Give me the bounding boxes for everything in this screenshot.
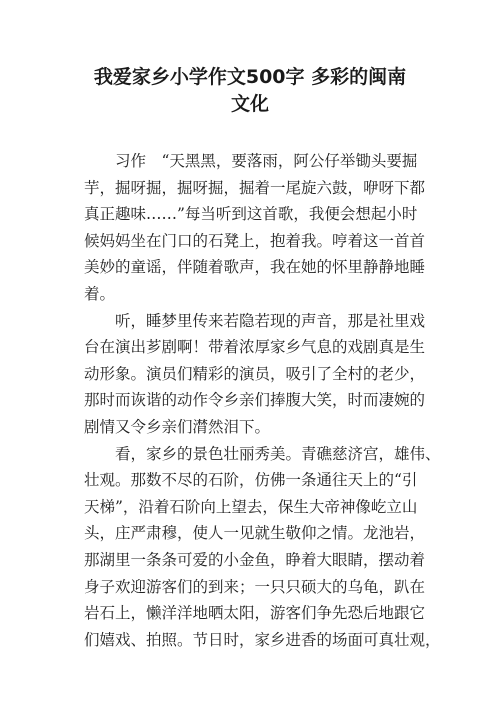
- text-line: 身子欢迎游客们的到来；一只只硕大的乌龟，趴在: [84, 577, 426, 596]
- text-line: 们嬉戏、拍照。节日时，家乡进香的场面可真壮观，: [84, 630, 441, 649]
- text-line: 壮观。那数不尽的石阶，仿佛一条通往天上的“引: [84, 471, 418, 490]
- text-line: 着。: [84, 284, 116, 303]
- text-line: 美妙的童谣，伴随着歌声，我在她的怀里静静地睡: [84, 258, 426, 277]
- text-line: 天梯”，沿着石阶向上望去，保生大帝神像屹立山: [84, 497, 418, 516]
- text-line: 动形象。演员们精彩的演员，吸引了全村的老少，: [84, 364, 426, 383]
- text-line: 习作 “天黑黑，要落雨，阿公仔举锄头要掘: [84, 152, 418, 170]
- text-line: 听，睡梦里传来若隐若现的声音，那是社里戏: [84, 311, 426, 330]
- text-line: 头，庄严肃穆，使人一见就生敬仰之情。龙池岩，: [84, 524, 426, 543]
- text-line: 那时而诙谐的动作令乡亲们捧腹大笑，时而凄婉的: [84, 391, 426, 410]
- text-line: 台在演出芗剧啊！带着浓厚家乡气息的戏剧真是生: [84, 338, 426, 357]
- text-line: 剧情又令乡亲们潸然泪下。: [84, 417, 271, 436]
- document-title-line-2: 文化: [230, 93, 269, 115]
- text-line: 候妈妈坐在门口的石凳上，抱着我。哼着这一首首: [84, 231, 426, 250]
- essay-body: [84, 148, 441, 653]
- text-line: 岩石上，懒洋洋地晒太阳，游客们争先恐后地跟它: [84, 604, 426, 623]
- text-line: 真正趣味……”每当听到这首歌，我便会想起小时: [84, 205, 418, 224]
- text-line: 那湖里一条条可爱的小金鱼，睁着大眼睛，摆动着: [84, 550, 426, 569]
- text-line: 芋，掘呀掘，掘呀掘，掘着一尾旋六鼓，咿呀下都: [84, 178, 426, 197]
- document-title-line-1: 我爱家乡小学作文500字 多彩的闽南: [93, 66, 407, 88]
- text-line: 看，家乡的景色壮丽秀美。青礁慈济宫，雄伟、: [84, 444, 441, 463]
